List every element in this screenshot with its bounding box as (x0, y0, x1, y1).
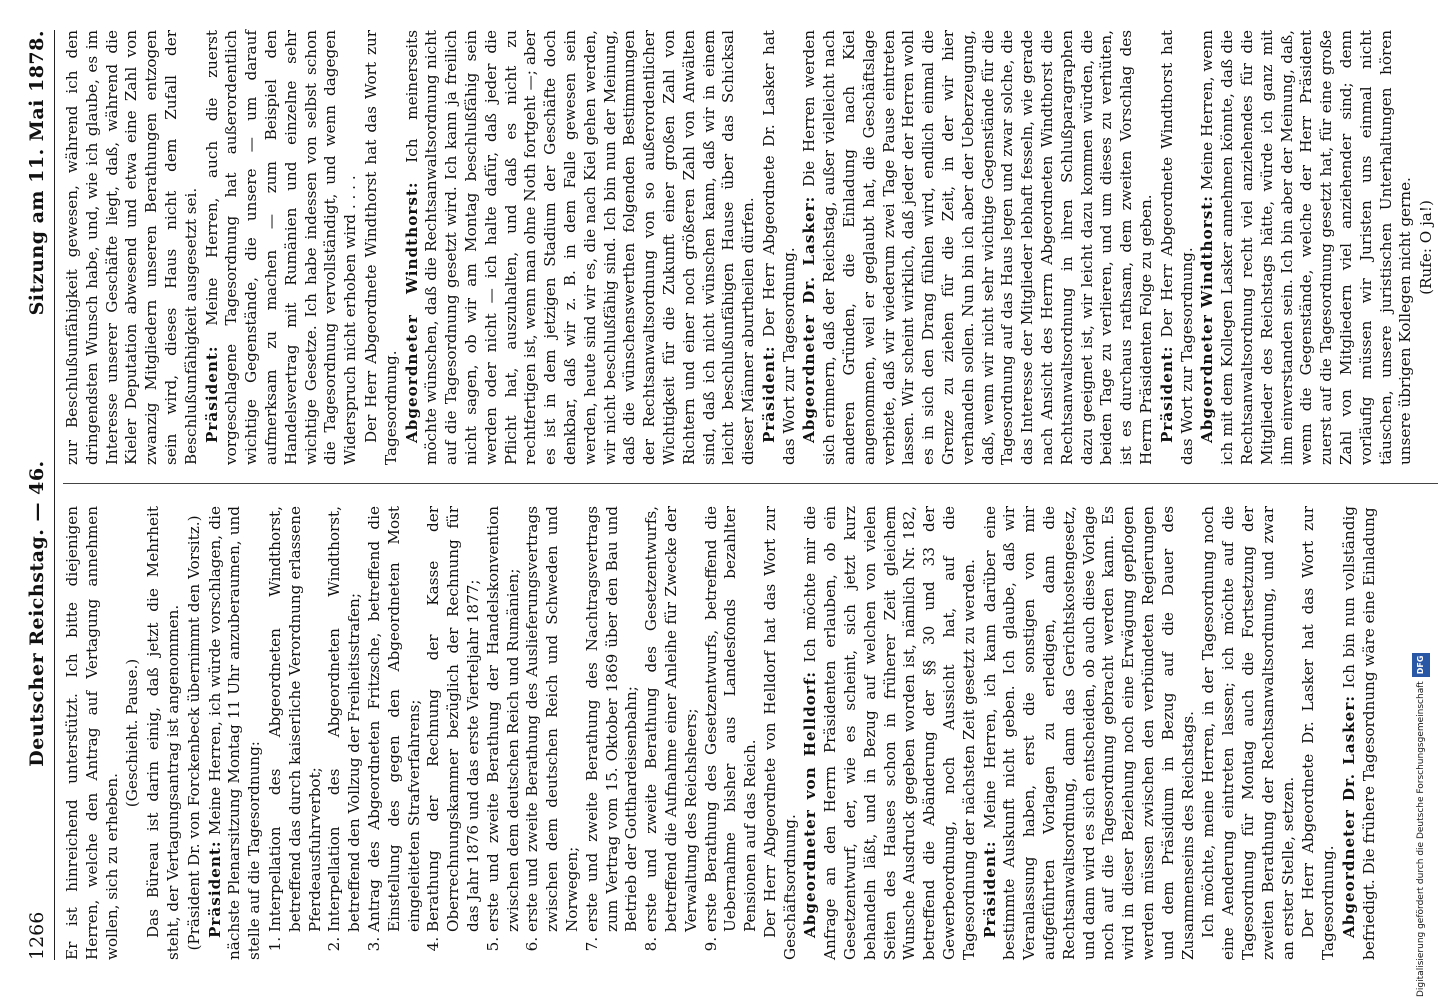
agenda-item: 4. Berathung der Rechnung der Kasse der Oberrechnungskammer bezüglich der Rechnung für das Jahr 1876 und das erste Vierteljahr 1877; (424, 506, 483, 932)
stage-direction: (Rufe: O ja!) (1417, 200, 1436, 295)
paragraph: Der Herr Abgeordnete Dr. Lasker hat das Wort zur Tagesordnung. (1299, 506, 1338, 960)
speech (981, 506, 1199, 960)
agenda-item: 2. Interpellation des Abgeordneten Windthorst, betreffend den Vollzug der Freiheitsstrafen; (325, 506, 365, 932)
speech-text: Meine Herren, auch die zuerst vorgeschlagene Tagesordnung hat außerordentlich wichtige Gegenstände, die unsere — um darauf aufmerksam zu machen — zum Beispiel den Handelsvertrag mit Rumänien und einzelne sehr wichtige Gesetze. Ich habe indessen von selbst schon die Tagesordnung vervollständigt, und wenn dagegen Widerspruch nicht erhoben wird . . . . (202, 30, 360, 465)
stage-direction: (Präsident Dr. von Forckenbeck übernimmt den Vorsitz.) (184, 515, 203, 951)
paragraph: zur Beschlußunfähigkeit gewesen, während ich den dringendsten Wunsch habe, und, wie ich glaube, es im Interesse unserer Geschäfte liegt, daß, während die Kieler Deputation abwesend und etwa eine Zahl von zwanzig Mitgliedern unseren Berathungen entzogen sein wird, dieses Haus nicht dem Zufall der Beschlußunfähigkeit ausgesetzt sei. (63, 30, 200, 465)
stage-direction: (Geschieht. Pause.) (123, 658, 142, 808)
speaker: Abgeordneter Windthorst: (402, 181, 421, 443)
speech-text: Meine Herren, ich würde vorschlagen, die nächste Plenarsitzung Montag 11 Uhr anzuberaumen, und stelle auf die Tagesordnung: (205, 505, 264, 960)
speaker: Präsident: (759, 345, 778, 443)
speaker: Abgeordneter Dr. Lasker: (800, 195, 819, 443)
funding-sidebar (1412, 0, 1430, 1000)
paragraph: Der Herr Abgeordnete von Helldorf hat das Wort zur Geschäftsordnung. (760, 506, 799, 960)
speech (206, 506, 265, 960)
speech (801, 506, 979, 960)
right-column (63, 30, 1438, 484)
left-running-title: Deutscher Reichstag. — 46. (26, 460, 48, 767)
speech-text: Die Herren werden sich erinnern, daß der Reichstag, außer vielleicht nach anderen Gründen, die Einladung nach Kiel angenommen, weil er geglaubt hat, die Geschäftslage verbiete, daß wir wiederum zwei Tage Pause eintreten lassen. Wir scheint wirklich, daß jeder der Herren wohl es in sich den Drang fühlen wird, endlich einmal die Grenze zu ziehen für die Zeit, in der wir hier verhandeln sollen. Nun bin ich aber der Ueberzeugung, daß, wenn wir nicht sehr wichtige Gegenstände für die Tagesordnung auf das Haus legen und zwar solche, die das Interesse der Mitglieder lebhaft fesseln, wie gerade nach Ansicht des Herrn Abgeordneten Windthorst die Rechtsanwaltsordnung in ihren Schlußparagraphen dazu geeignet ist, wir leicht dazu kommen würden, die beiden Tage zu verlieren, und um dieses zu verhüten, ist es durchaus rathsam, dem zweiten Vorschlag des Herrn Präsidenten Folge zu geben. (800, 30, 1156, 465)
funding-credit (1412, 0, 1430, 1000)
speaker: Präsident: (980, 840, 999, 938)
page-header (26, 30, 55, 960)
agenda-item: 5. erste und zweite Berathung der Handelskonvention zwischen dem deutschen Reich und Rumänien; (484, 506, 524, 932)
speaker: Abgeordneter Dr. Lasker: (1340, 695, 1358, 938)
agenda-item: 6. erste und zweite Berathung des Auslieferungsvertrags zwischen dem deutschen Reich und Schweden und Norwegen; (523, 506, 582, 932)
agenda-item: 7. erste und zweite Berathung des Nachtragsvertrags zum Vertrag vom 15. Oktober 1869 über den Bau und Betrieb der Gotthardeisenbahn; (583, 506, 642, 932)
speech (1340, 506, 1380, 960)
speech (800, 30, 1156, 465)
speech-text: Ich meinerseits möchte wünschen, daß die Rechtsanwaltsordnung nicht auf die Tagesordnung gesetzt wird. Ich kann ja freilich nicht sagen, ob wir am Montag beschlußfähig sein werden oder nicht — ich halte dafür, daß jeder die Pflicht hat, auszuhalten, und daß es nicht zu rechtfertigen ist, wenn man ohne Noth fortgeht —; aber es ist in dem jetzigen Stadium der Geschäfte doch denkbar, daß wir z. B. in dem Falle gewesen sein werden, heute sind wir es, die nach Kiel gehen werden, wir nicht beschlußfähig sind. Ich bin nun der Meinung, daß die wünschenswerthen folgenden Bestimmungen der Rechtsanwaltsordnung von so außerordentlicher Wichtigkeit für die Zukunft einer großen Zahl von Richtern und einer noch größeren Zahl von Anwälten sind, daß ich nicht wünschen kann, daß wir in einem leicht beschlußunfähigen Hause über das Schicksal dieser Männer aburtheilen dürfen. (402, 30, 758, 465)
speech (203, 30, 361, 465)
speech (760, 30, 800, 465)
speaker: Präsident: (1157, 345, 1176, 443)
agenda-item: 9. erste Berathung des Gesetzentwurfs, betreffend die Uebernahme bisher aus Landesfonds bezahlter Pensionen auf das Reich. (702, 506, 761, 932)
right-running-title: Sitzung am 11. Mai 1878. (26, 30, 48, 316)
paragraph: Ich möchte, meine Herren, in der Tagesordnung noch eine Aenderung eintreten lassen; ich möchte auf die Tagesordnung für Montag auch die Fortsetzung der zweiten Berathung der Rechtsanwaltsordnung, und zwar an erster Stelle, setzen. (1199, 506, 1297, 960)
speaker: Präsident: (202, 345, 221, 443)
speech (1158, 30, 1198, 465)
speech-text: Der Herr Abgeordnete Windthorst hat das Wort zur Tagesordnung. (1157, 30, 1196, 465)
speaker: Präsident: (205, 840, 224, 938)
agenda-item: 8. erste und zweite Berathung des Gesetzentwurfs, betreffend die Aufnahme einer Anleihe für Zwecke der Verwaltung des Reichsheers; (642, 506, 701, 932)
speech-text: Der Herr Abgeordnete Dr. Lasker hat das Wort zur Tagesordnung. (759, 30, 798, 465)
speech-text: Meine Herren, ich kann darüber eine bestimmte Auskunft nicht geben. Ich glaube, daß wir Veranlassung haben, erst die sonstigen von mir aufgeführten Vorlagen zu erledigen, dann die Rechtsanwaltsordnung, dann das Gerichtskostengesetz, und dann wird es sich entscheiden, ob auch diese Vorlage noch auf die Tagesordnung gebracht werden kann. Es wird in dieser Beziehung noch eine Erwägung gepflogen werden müssen zwischen den verbündeten Regierungen und dem Präsidium in Bezug auf die Dauer des Zusammenseins des Reichstags. (980, 506, 1197, 960)
speaker: Abgeordneter Windthorst: (1198, 195, 1217, 443)
agenda-item: 3. Antrag des Abgeordneten Fritzsche, betreffend die Einstellung des gegen den Abgeordneten Most eingeleiteten Strafverfahrens; (365, 506, 424, 932)
speech-text: Meine Herren, wenn ich mit dem Kollegen Lasker annehmen könnte, daß die Rechtsanwaltsordnung recht viel anziehendes für die Mitglieder des Reichstags hätte, würde ich ganz mit ihm einverstanden sein. Ich bin aber der Meinung, daß, wenn die Gegenstände, welche der Herr Präsident zuerst auf die Tagesordnung gesetzt hat, für eine große Zahl von Mitgliedern viel anziehender sind; denn vorläufig müssen wir Juristen uns einmal nicht täuschen, unsere juristischen Unterhaltungen hören unsere übrigen Kollegen nicht gerne. (1198, 30, 1415, 465)
paragraph: Das Büreau ist darin einig, daß jetzt die Mehrheit steht, der Vertagungsantrag ist angenommen. (144, 506, 182, 960)
agenda-list (266, 506, 761, 960)
paragraph: Der Herr Abgeordnete Windthorst hat das Wort zur Tagesordnung. (361, 30, 400, 465)
speech (1198, 30, 1416, 465)
agenda-item: 1. Interpellation des Abgeordneten Windthorst, betreffend das durch kaiserliche Verordnung erlassene Pferdeausfuhrverbot; (266, 506, 325, 932)
speaker: Abgeordneter von Helldorf: (801, 670, 820, 938)
dfg-logo: DFG (1412, 653, 1430, 678)
left-column (63, 506, 1438, 960)
speech-text: Ich möchte mir die Anfrage an den Herrn Präsidenten erlauben, ob ein Gesetzentwurf, der, wie es scheint, sich jetzt kurz behandeln läßt, und in Bezug auf welchen von vielen Seiten des Hauses schon in früherer Zeit gleichem Wunsche Ausdruck gegeben worden ist, nämlich Nr. 182, betreffend die Abänderung der §§ 30 und 33 der Gewerbeordnung, noch Aussicht hat, auf die Tagesordnung der nächsten Zeit gesetzt zu werden. (801, 505, 978, 960)
paragraph: Er ist hinreichend unterstützt. Ich bitte diejenigen Herren, welche den Antrag auf Vertagung annehmen wollen, sich zu erheben. (63, 506, 121, 960)
page-number: 1266 (26, 911, 48, 960)
funding-credit-text: Digitalisierung gefördert durch die Deutsche Forschungsgemeinschaft (1416, 681, 1426, 997)
speech (403, 30, 759, 465)
speech-text: Ich bin nun vollständig befriedigt. Die frühere Tagesordnung wäre eine Einladung (1340, 505, 1378, 960)
